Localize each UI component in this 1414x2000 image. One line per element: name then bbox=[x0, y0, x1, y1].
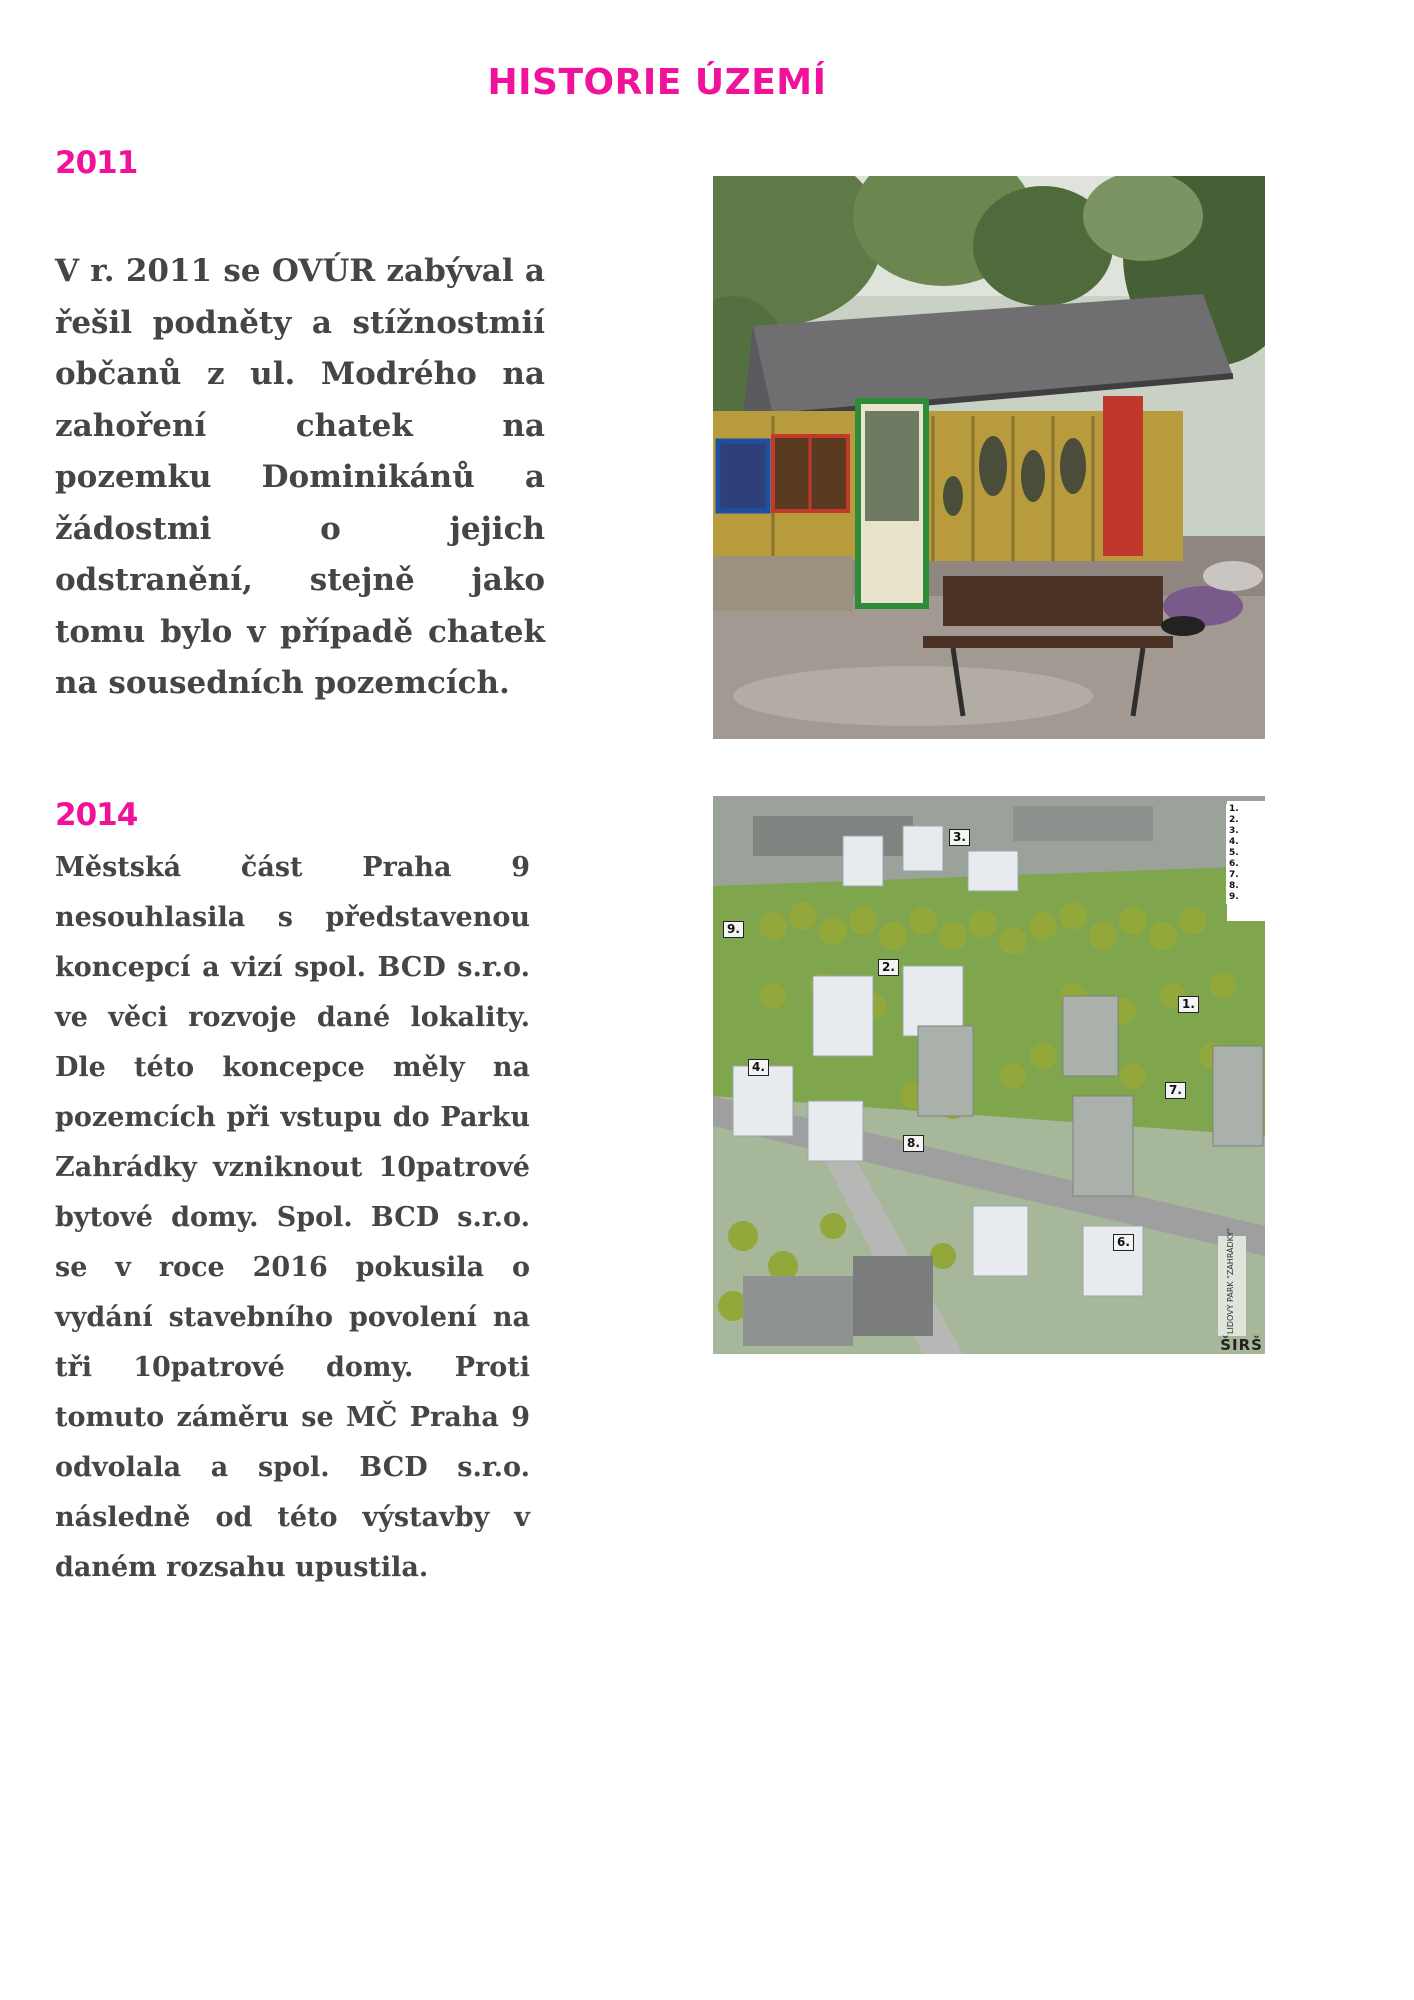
map-legend-item: 1. bbox=[1229, 804, 1239, 814]
map-label-7: 7. bbox=[1165, 1082, 1186, 1099]
map-label-1: 1. bbox=[1178, 996, 1199, 1013]
section-2014-text: Městská část Praha 9 nesouhlasila s představenou koncepcí a vizí spol. BCD s.r.o. ve věci rozvoje dané lokality. Dle této koncepce měly na pozemcích při vstupu do Parku Zahrádky vzniknout 10patrové bytové domy. Spol. BCD s.r.o. se v roce 2016 pokusila o vydání stavebního povolení na tři 10patrové domy. Proti tomuto záměru se MČ Praha 9 odvolala a spol. BCD s.r.o. následně od této výstavby v daném rozsahu upustila. bbox=[55, 852, 530, 1583]
map-label-4: 4. bbox=[748, 1059, 769, 1076]
map-legend-item: 3. bbox=[1229, 826, 1239, 836]
aerial-plan-illustration bbox=[713, 796, 1265, 1354]
photo-abandoned-cabin bbox=[713, 176, 1265, 739]
map-legend-item: 4. bbox=[1229, 837, 1239, 847]
map-legend bbox=[1226, 804, 1265, 904]
map-side-label: LIDOVÝ PARK "ZAHRÁDKY" bbox=[1226, 1227, 1235, 1334]
map-legend-item: 6. bbox=[1229, 859, 1239, 869]
page-title: HISTORIE ÚZEMÍ bbox=[487, 62, 827, 103]
aerial-development-plan bbox=[713, 796, 1265, 1354]
map-label-6: 6. bbox=[1113, 1234, 1134, 1251]
map-label-3: 3. bbox=[949, 829, 970, 846]
section-2011-text: V r. 2011 se OVÚR zabýval a řešil podněty a stížnostmií občanů z ul. Modrého na zahoření chatek na pozemku Dominikánů a žádostmi o jejich odstranění, stejně jako tomu bylo v případě chatek na sousedních pozemcích. bbox=[55, 253, 545, 701]
map-credit: ŠIRŠ bbox=[1220, 1336, 1263, 1354]
year-heading-2014: 2014 bbox=[55, 797, 138, 833]
cabin-illustration bbox=[713, 176, 1265, 739]
map-legend-item: 2. bbox=[1229, 815, 1239, 825]
year-heading-2011: 2011 bbox=[55, 145, 138, 181]
map-legend-item: 7. bbox=[1229, 870, 1239, 880]
map-legend-item: 9. bbox=[1229, 892, 1239, 902]
map-label-9: 9. bbox=[723, 921, 744, 938]
map-label-8: 8. bbox=[903, 1135, 924, 1152]
map-legend-item: 8. bbox=[1229, 881, 1239, 891]
map-legend-item: 5. bbox=[1229, 848, 1239, 858]
map-label-2: 2. bbox=[878, 959, 899, 976]
